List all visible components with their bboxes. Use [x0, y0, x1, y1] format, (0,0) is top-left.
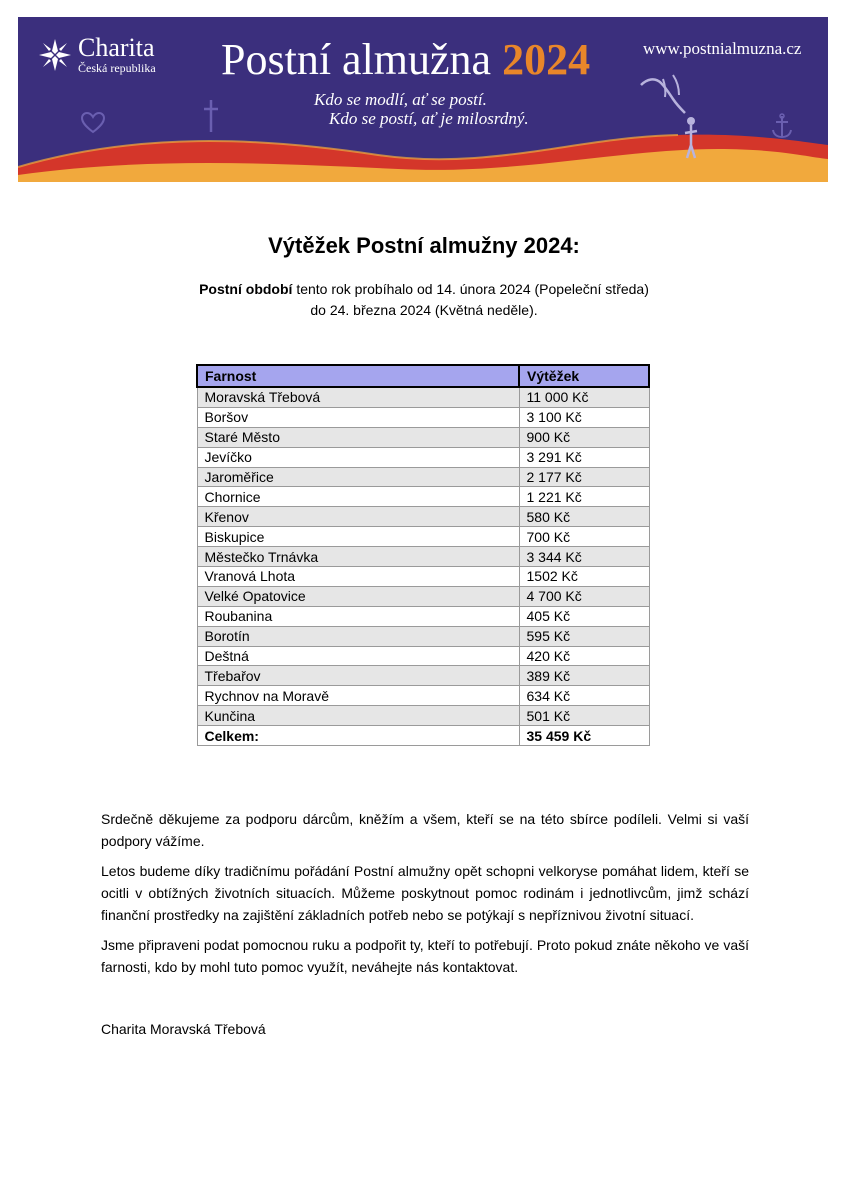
parish-cell: Deštná [197, 646, 519, 666]
parish-cell: Městečko Trnávka [197, 547, 519, 567]
table-row [197, 626, 649, 646]
parish-cell: Roubanina [197, 606, 519, 626]
intro-rest: tento rok probíhalo od 14. února 2024 (Popeleční středa) [296, 281, 649, 297]
amount-cell: 1502 Kč [519, 567, 649, 587]
parish-cell: Velké Opatovice [197, 586, 519, 606]
parish-cell: Biskupice [197, 527, 519, 547]
amount-cell: 501 Kč [519, 706, 649, 726]
parish-cell: Rychnov na Moravě [197, 686, 519, 706]
parish-cell: Křenov [197, 507, 519, 527]
helping-hands-icon [633, 65, 713, 160]
amount-cell: 700 Kč [519, 527, 649, 547]
amount-cell: 420 Kč [519, 646, 649, 666]
cross-icon [203, 99, 219, 133]
motto-line-2: Kdo se postí, ať je milosrdný. [329, 109, 529, 128]
amount-cell: 3 291 Kč [519, 447, 649, 467]
amount-cell: 11 000 Kč [519, 387, 649, 407]
table-row [197, 586, 649, 606]
amount-cell: 900 Kč [519, 427, 649, 447]
table-row [197, 666, 649, 686]
campaign-banner [18, 17, 828, 182]
org-subtitle: Česká republika [78, 61, 156, 75]
results-table [196, 364, 650, 746]
signature: Charita Moravská Třebová [101, 1021, 266, 1037]
parish-cell: Chornice [197, 487, 519, 507]
table-row [197, 646, 649, 666]
intro-text [0, 279, 848, 321]
table-row [197, 507, 649, 527]
amount-cell: 405 Kč [519, 606, 649, 626]
thanks-paragraph: Srdečně děkujeme za podporu dárcům, kněžím a všem, kteří se na této sbírce podíleli. Velmi si vaší podpory vážíme. [101, 811, 749, 849]
campaign-title [221, 34, 590, 85]
amount-cell: 389 Kč [519, 666, 649, 686]
intro-bold: Postní období [199, 281, 293, 297]
org-name: Charita [78, 33, 155, 62]
amount-cell: 3 100 Kč [519, 407, 649, 427]
table-row [197, 527, 649, 547]
amount-cell: 4 700 Kč [519, 586, 649, 606]
parish-cell: Borotín [197, 626, 519, 646]
total-label: Celkem: [197, 726, 519, 746]
parish-cell: Třebařov [197, 666, 519, 686]
parish-cell: Jaroměřice [197, 467, 519, 487]
table-row [197, 427, 649, 447]
document-title: Výtěžek Postní almužny 2024: [268, 233, 580, 258]
parish-cell: Vranová Lhota [197, 567, 519, 587]
table-header-row [197, 365, 649, 387]
parish-cell: Moravská Třebová [197, 387, 519, 407]
parish-cell: Kunčina [197, 706, 519, 726]
parish-cell: Staré Město [197, 427, 519, 447]
campaign-name: Postní almužna [221, 35, 492, 84]
charita-cross-icon [38, 38, 72, 72]
table-row [197, 387, 649, 407]
parish-cell: Boršov [197, 407, 519, 427]
amount-cell: 634 Kč [519, 686, 649, 706]
table-row [197, 467, 649, 487]
intro-line-2: do 24. března 2024 (Květná neděle). [310, 302, 538, 318]
header-parish: Farnost [197, 365, 519, 387]
total-value: 35 459 Kč [519, 726, 649, 746]
campaign-year: 2024 [502, 35, 591, 84]
website-link[interactable]: www.postnialmuzna.cz [643, 39, 802, 58]
contact-paragraph: Jsme připraveni podat pomocnou ruku a podpořit ty, kteří to potřebují. Proto pokud znáte někoho ve vaší farnosti, kdo by mohl tuto pomoc využít, neváhejte nás kontaktovat. [101, 937, 749, 975]
charita-logo [38, 35, 156, 74]
motto-line-1: Kdo se modlí, ať se postí. [314, 90, 487, 109]
table-row [197, 706, 649, 726]
amount-cell: 2 177 Kč [519, 467, 649, 487]
header-amount: Výtěžek [519, 365, 649, 387]
heart-icon [81, 112, 105, 134]
amount-cell: 3 344 Kč [519, 547, 649, 567]
table-row [197, 547, 649, 567]
table-row [197, 447, 649, 467]
table-total-row [197, 726, 649, 746]
amount-cell: 1 221 Kč [519, 487, 649, 507]
table-row [197, 567, 649, 587]
help-paragraph: Letos budeme díky tradičnímu pořádání Postní almužny opět schopni velkoryse pomáhat lidem, kteří se ocitli v obtížných životních situacích. Můžeme poskytnout pomoc rodinám i jednotlivcům, jimž schází finanční prostředky na zajištění základních potřeb nebo se potýkají s nepříznivou životní situací. [101, 863, 749, 923]
table-row [197, 487, 649, 507]
table-row [197, 407, 649, 427]
amount-cell: 595 Kč [519, 626, 649, 646]
parish-cell: Jevíčko [197, 447, 519, 467]
amount-cell: 580 Kč [519, 507, 649, 527]
anchor-icon [771, 113, 793, 139]
table-row [197, 606, 649, 626]
table-row [197, 686, 649, 706]
